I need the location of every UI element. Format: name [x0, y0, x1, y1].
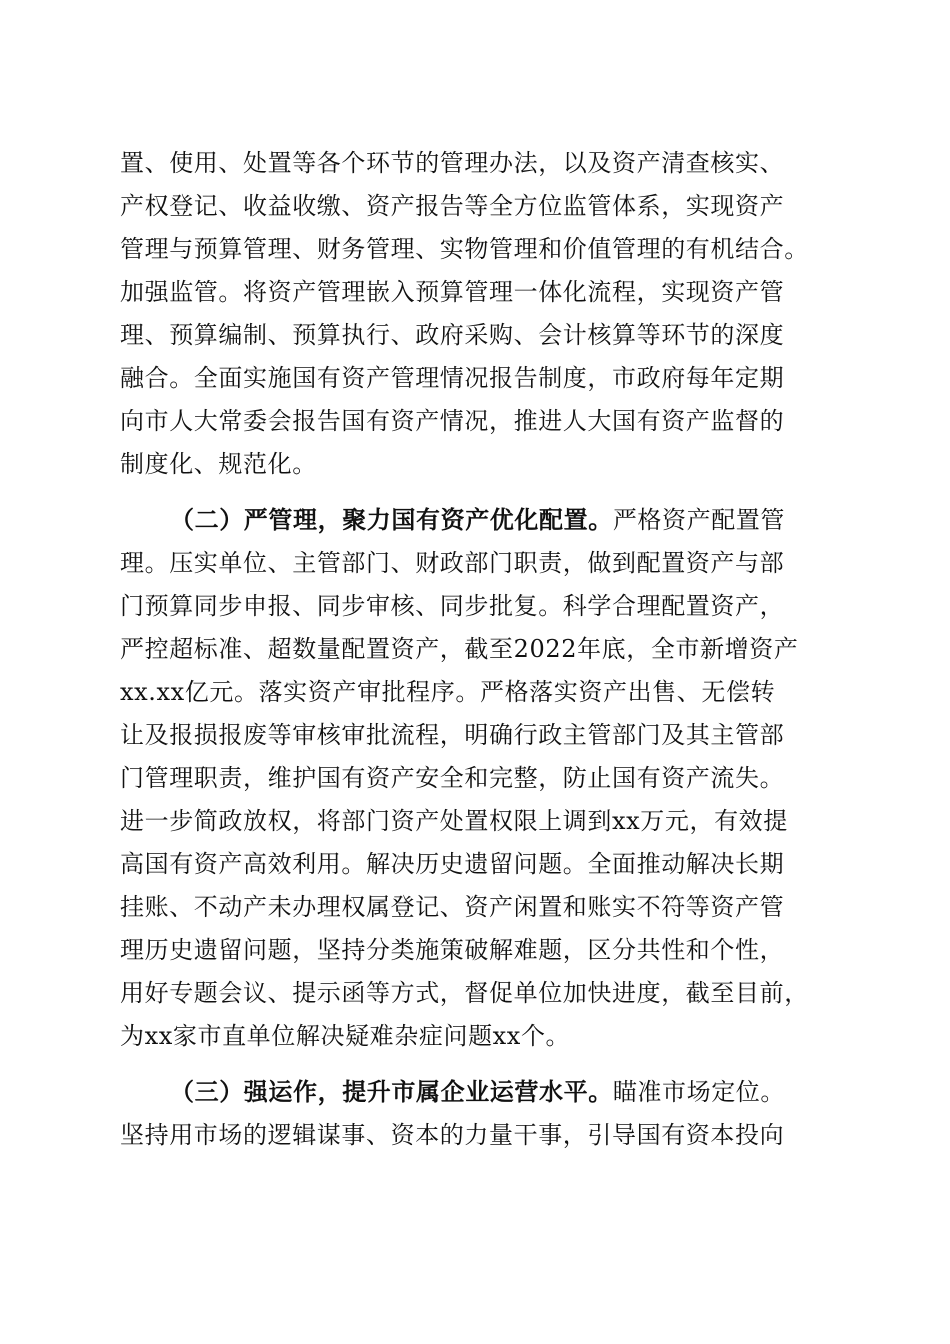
paragraph-line: 用好专题会议、提示函等方式，督促单位加快进度，截至目前， — [120, 979, 809, 1007]
section-3-heading: （三）强运作，提升市属企业运营水平。 — [170, 1077, 613, 1106]
paragraph-line: 制度化、规范化。 — [120, 450, 317, 478]
section-2-text: 严格资产配置管 — [612, 506, 786, 534]
paragraph-line: 向市人大常委会报告国有资产情况，推进人大国有资产监督的 — [120, 407, 785, 435]
paragraph-line: 进一步简政放权，将部门资产处置权限上调到xx万元，有效提 — [120, 807, 788, 835]
paragraph-line: 为xx家市直单位解决疑难杂症问题xx个。 — [120, 1022, 571, 1050]
paragraph-line: 理。压实单位、主管部门、财政部门职责，做到配置资产与部 — [120, 549, 785, 577]
paragraph-line: xx.xx亿元。落实资产审批程序。严格落实资产出售、无偿转 — [120, 678, 776, 706]
paragraph-line: 加强监管。将资产管理嵌入预算管理一体化流程，实现资产管 — [120, 278, 785, 306]
paragraph-line: 坚持用市场的逻辑谋事、资本的力量干事，引导国有资本投向 — [120, 1121, 785, 1149]
paragraph-line: 让及报损报废等审核审批流程，明确行政主管部门及其主管部 — [120, 721, 785, 749]
paragraph-line: 管理与预算管理、财务管理、实物管理和价值管理的有机结合。 — [120, 235, 809, 263]
paragraph-line: 严控超标准、超数量配置资产，截至2022年底，全市新增资产 — [120, 635, 799, 663]
paragraph-line: 融合。全面实施国有资产管理情况报告制度，市政府每年定期 — [120, 364, 785, 392]
paragraph-line: 置、使用、处置等各个环节的管理办法，以及资产清查核实、 — [120, 149, 785, 177]
section-3-text: 瞄准市场定位。 — [612, 1078, 786, 1106]
paragraph-line: 理、预算编制、预算执行、政府采购、会计核算等环节的深度 — [120, 321, 785, 349]
paragraph-line: 门预算同步申报、同步审核、同步批复。科学合理配置资产， — [120, 592, 785, 620]
paragraph-line: 挂账、不动产未办理权属登记、资产闲置和账实不符等资产管 — [120, 893, 785, 921]
section-2-heading: （二）严管理，聚力国有资产优化配置。 — [170, 505, 613, 534]
section-2-first-line — [170, 505, 785, 535]
paragraph-line: 产权登记、收益收缴、资产报告等全方位监管体系，实现资产 — [120, 192, 785, 220]
paragraph-line: 门管理职责，维护国有资产安全和完整，防止国有资产流失。 — [120, 764, 785, 792]
section-3-first-line — [170, 1077, 785, 1107]
paragraph-line: 理历史遗留问题，坚持分类施策破解难题，区分共性和个性， — [120, 936, 785, 964]
paragraph-line: 高国有资产高效利用。解决历史遗留问题。全面推动解决长期 — [120, 850, 785, 878]
